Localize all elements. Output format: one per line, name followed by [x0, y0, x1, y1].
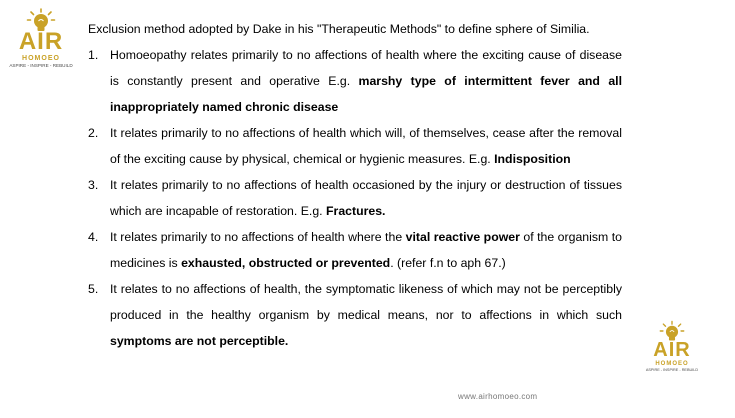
- list-item: [88, 224, 622, 276]
- logo-tagline: ASPIRE - INSPIRE - REBUILD: [645, 368, 699, 372]
- intro-paragraph: Exclusion method adopted by Dake in his "Therapeutic Methods" to define sphere of Similia.: [88, 22, 590, 36]
- item-bold: Fractures.: [326, 204, 386, 218]
- logo-sub: HOMOEO: [655, 361, 689, 367]
- item-text: of the organism to medicines is: [110, 230, 622, 270]
- item-number: 4.: [88, 230, 99, 244]
- item-text: It relates primarily to no affections of health which will, of themselves, cease after the removal of the exciting cause by physical, chemical or hygienic measures. E.g.: [110, 126, 622, 166]
- logo-bottom: [644, 320, 700, 373]
- list-item: [88, 42, 622, 120]
- logo-tagline: ASPIRE - INSPIRE - REBUILD: [9, 63, 73, 68]
- item-number: 5.: [88, 282, 99, 296]
- item-text: . (refer f.n to aph 67.): [390, 256, 506, 270]
- exclusion-list: [88, 42, 622, 354]
- item-bold: symptoms are not perceptible.: [110, 334, 289, 348]
- slide-content: [88, 16, 622, 354]
- logo-top: [6, 8, 76, 69]
- item-bold: vital reactive power: [405, 230, 520, 244]
- item-bold: exhausted, obstructed or prevented: [181, 256, 391, 270]
- list-item: [88, 172, 622, 224]
- logo-brand: AIR: [653, 339, 691, 361]
- footer-url[interactable]: www.airhomoeo.com: [458, 392, 538, 401]
- item-text: Homoeopathy relates primarily to no affections of health where the exciting cause of disease is constantly present and operative E.g.: [110, 48, 622, 88]
- logo-brand: AIR: [18, 28, 64, 55]
- item-text: It relates primarily to no affections of health where the: [110, 230, 406, 244]
- item-bold: marshy type of intermittent fever and all inappropriately named chronic disease: [110, 74, 622, 114]
- item-number: 1.: [88, 48, 99, 62]
- list-item: [88, 120, 622, 172]
- list-item: [88, 276, 622, 354]
- item-number: 2.: [88, 126, 99, 140]
- item-bold: Indisposition: [494, 152, 571, 166]
- item-text: It relates to no affections of health, the symptomatic likeness of which may not be perceptibly produced in the healthy organism by medical means, nor to affections in which such: [110, 282, 622, 322]
- item-text: It relates primarily to no affections of health occasioned by the injury or destruction of tissues which are incapable of restoration. E.g.: [110, 178, 622, 218]
- logo-sub: HOMOEO: [22, 55, 60, 62]
- item-number: 3.: [88, 178, 99, 192]
